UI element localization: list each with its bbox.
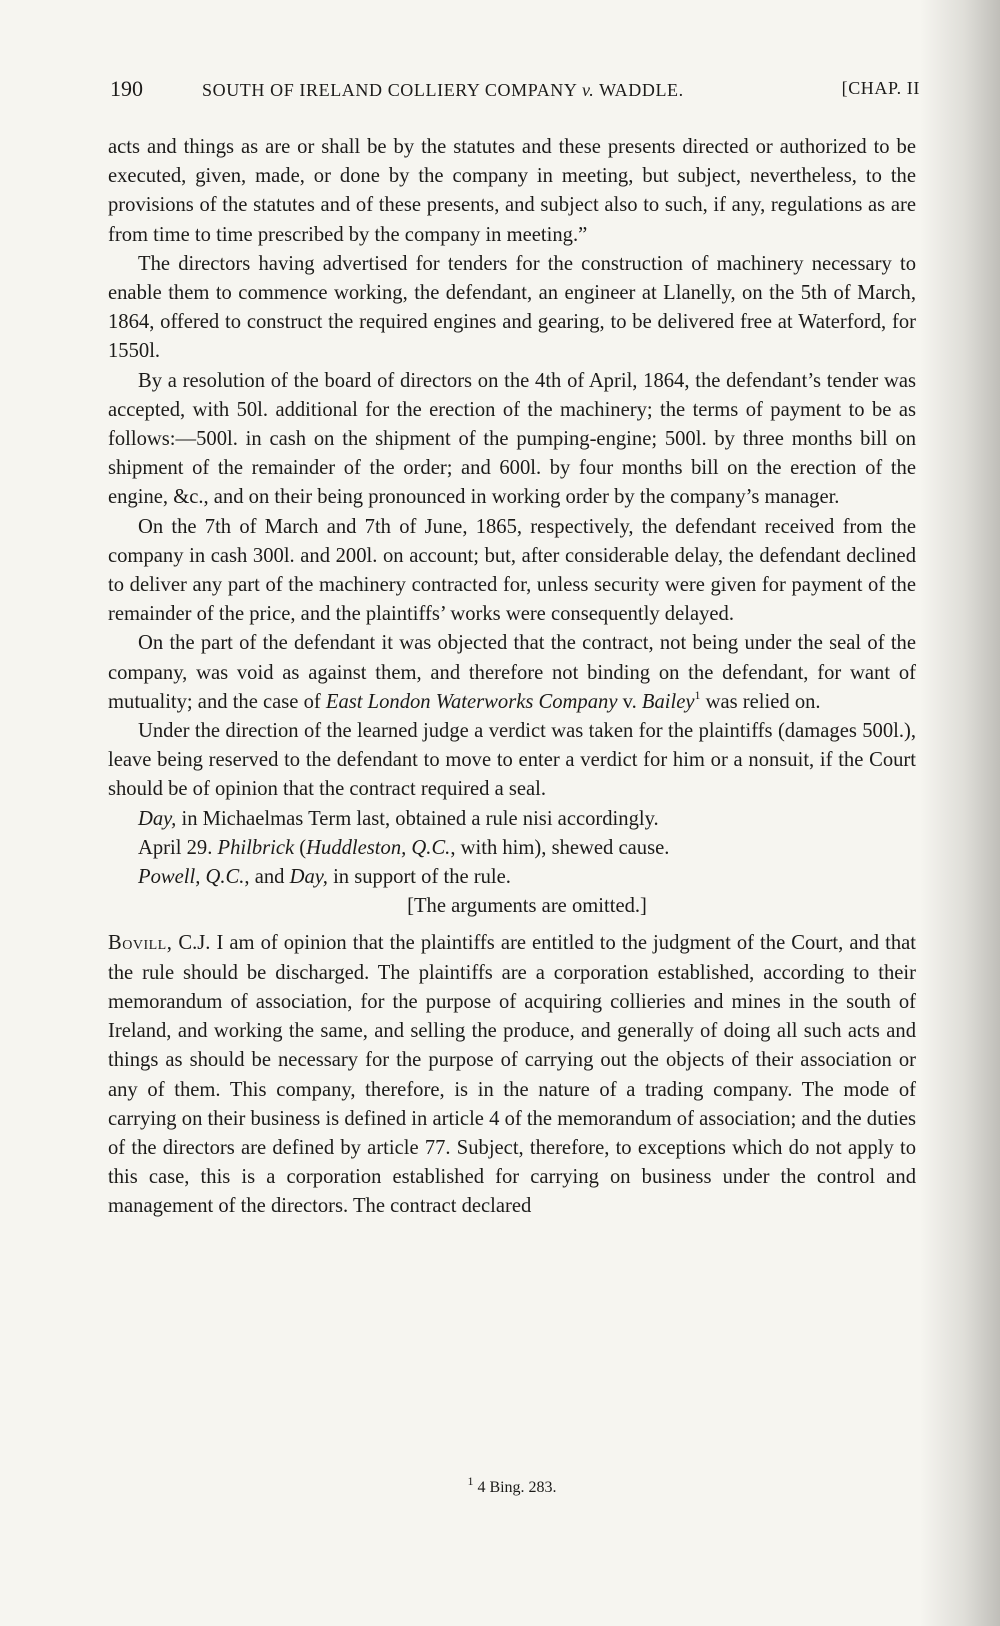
case-versus: v. bbox=[617, 690, 642, 713]
arguments-omitted-note: [The arguments are omitted.] bbox=[407, 895, 647, 918]
running-title-part1: SOUTH OF IRELAND COLLIERY COMPANY bbox=[202, 80, 582, 100]
judgment-text: C.J. I am of opinion that the plaintiffs are entitled to the judgment of the Court, and that the rule should be discharged. The plaintiffs are a corporation established, according to their memorandum of association, for the purpose of acquiring collieries and mines in the south of Ireland, and working the same, and selling the produce, and generally of doing all such acts and things as should be necessary for the purpose of carrying out the objects of their association or any of them. This company, therefore, is in the nature of a trading company. The mode of carrying on their business is defined in article 4 of the memorandum of association; and the duties of the directors are defined by article 77. Subject, therefore, to exceptions which do not apply to this case, this is a corporation established for carrying on business under the control and management of the directors. The contract declared bbox=[108, 932, 916, 1218]
case-name-east-london: East London Waterworks Company bbox=[325, 690, 618, 713]
paragraph-5 bbox=[108, 629, 916, 717]
paragraph-1: acts and things as are or shall be by the statutes and these presents directed or authorized to be executed, given, made, or done by the company in meeting, but subject, nevertheless, to the provisions of the statutes and of these presents, and subject also to such, if any, regulations as are from time to time prescribed by the company in meeting.” bbox=[108, 136, 916, 246]
page-body bbox=[108, 133, 916, 1222]
case-name-bailey: Bailey bbox=[641, 690, 695, 713]
judge-name: Bovill, bbox=[108, 932, 173, 955]
hearing-date: April 29. bbox=[138, 836, 218, 859]
paragraph-6: Under the direction of the learned judge a verdict was taken for the plaintiffs (damages 500l.), leave being reserved to the defendant to move to enter a verdict for him or a nonsuit, if the Court should be of opinion that the contract required a seal. bbox=[108, 720, 916, 801]
paragraph-8 bbox=[108, 834, 916, 863]
paragraph-9-text: in support of the rule. bbox=[327, 866, 511, 889]
paragraph-2: The directors having advertised for tenders for the construction of machinery necessary to enable them to commence working, the defendant, an engineer at Llanelly, on the 5th of March, 1864, offered to construct the required engines and gearing, to be delivered free at Waterford, for 1550l. bbox=[108, 252, 916, 363]
running-title-part2: WADDLE. bbox=[594, 80, 684, 100]
page-number: 190 bbox=[110, 76, 143, 101]
paragraph-3: By a resolution of the board of directors on the 4th of April, 1864, the defendant’s tender was accepted, with 50l. additional for the erection of the machinery; the terms of payment to be as follows:—500l. in cash on the shipment of the pumping-engine; 500l. by three months bill on shipment of the remainder of the order; and 600l. by four months bill on the erection of the engine, &c., and on their being pronounced in working order by the company’s manager. bbox=[108, 369, 916, 509]
paragraph-5-text-b: was relied on. bbox=[700, 690, 821, 713]
paragraph-7-text: in Michaelmas Term last, obtained a rule nisi accordingly. bbox=[176, 807, 659, 830]
chapter-label: [CHAP. II bbox=[841, 78, 920, 98]
paragraph-9 bbox=[108, 863, 916, 892]
page-edge-shadow bbox=[920, 0, 1000, 1626]
footnote-marker: 1 bbox=[467, 1473, 474, 1488]
conjunction-and: , and bbox=[244, 866, 290, 889]
paragraph-4: On the 7th of March and 7th of June, 1865, respectively, the defendant received from the company in cash 300l. and 200l. on account; but, after considerable delay, the defendant declined to deliver any part of the machinery contracted for, unless security were given for payment of the remainder of the price, and the plaintiffs’ works were consequently delayed. bbox=[108, 515, 916, 626]
counsel-day: Day, bbox=[138, 807, 177, 830]
paragraph-5-text-a: On the part of the defendant it was objected that the contract, not being under the seal of the company, was void as against them, and therefore not binding on the defendant, for want of mutuality; and the case of bbox=[108, 632, 916, 713]
judgment-paragraph bbox=[108, 929, 916, 1221]
counsel-powell: Powell, Q.C. bbox=[138, 866, 245, 889]
footnote-text: 4 Bing. 283. bbox=[473, 1479, 557, 1496]
running-title-versus: v. bbox=[581, 80, 595, 100]
counsel-huddleston: Huddleston, Q.C. bbox=[306, 836, 451, 859]
paragraph-8-text: , with him), shewed cause. bbox=[450, 836, 670, 859]
counsel-philbrick: Philbrick bbox=[217, 836, 295, 859]
footnote bbox=[108, 1473, 916, 1497]
counsel-day-2: Day, bbox=[289, 866, 328, 889]
footnote-reference: 1 bbox=[694, 688, 701, 702]
paragraph-7 bbox=[108, 805, 916, 834]
running-title bbox=[202, 80, 684, 101]
running-header bbox=[110, 78, 920, 108]
paren-open: ( bbox=[294, 836, 307, 859]
